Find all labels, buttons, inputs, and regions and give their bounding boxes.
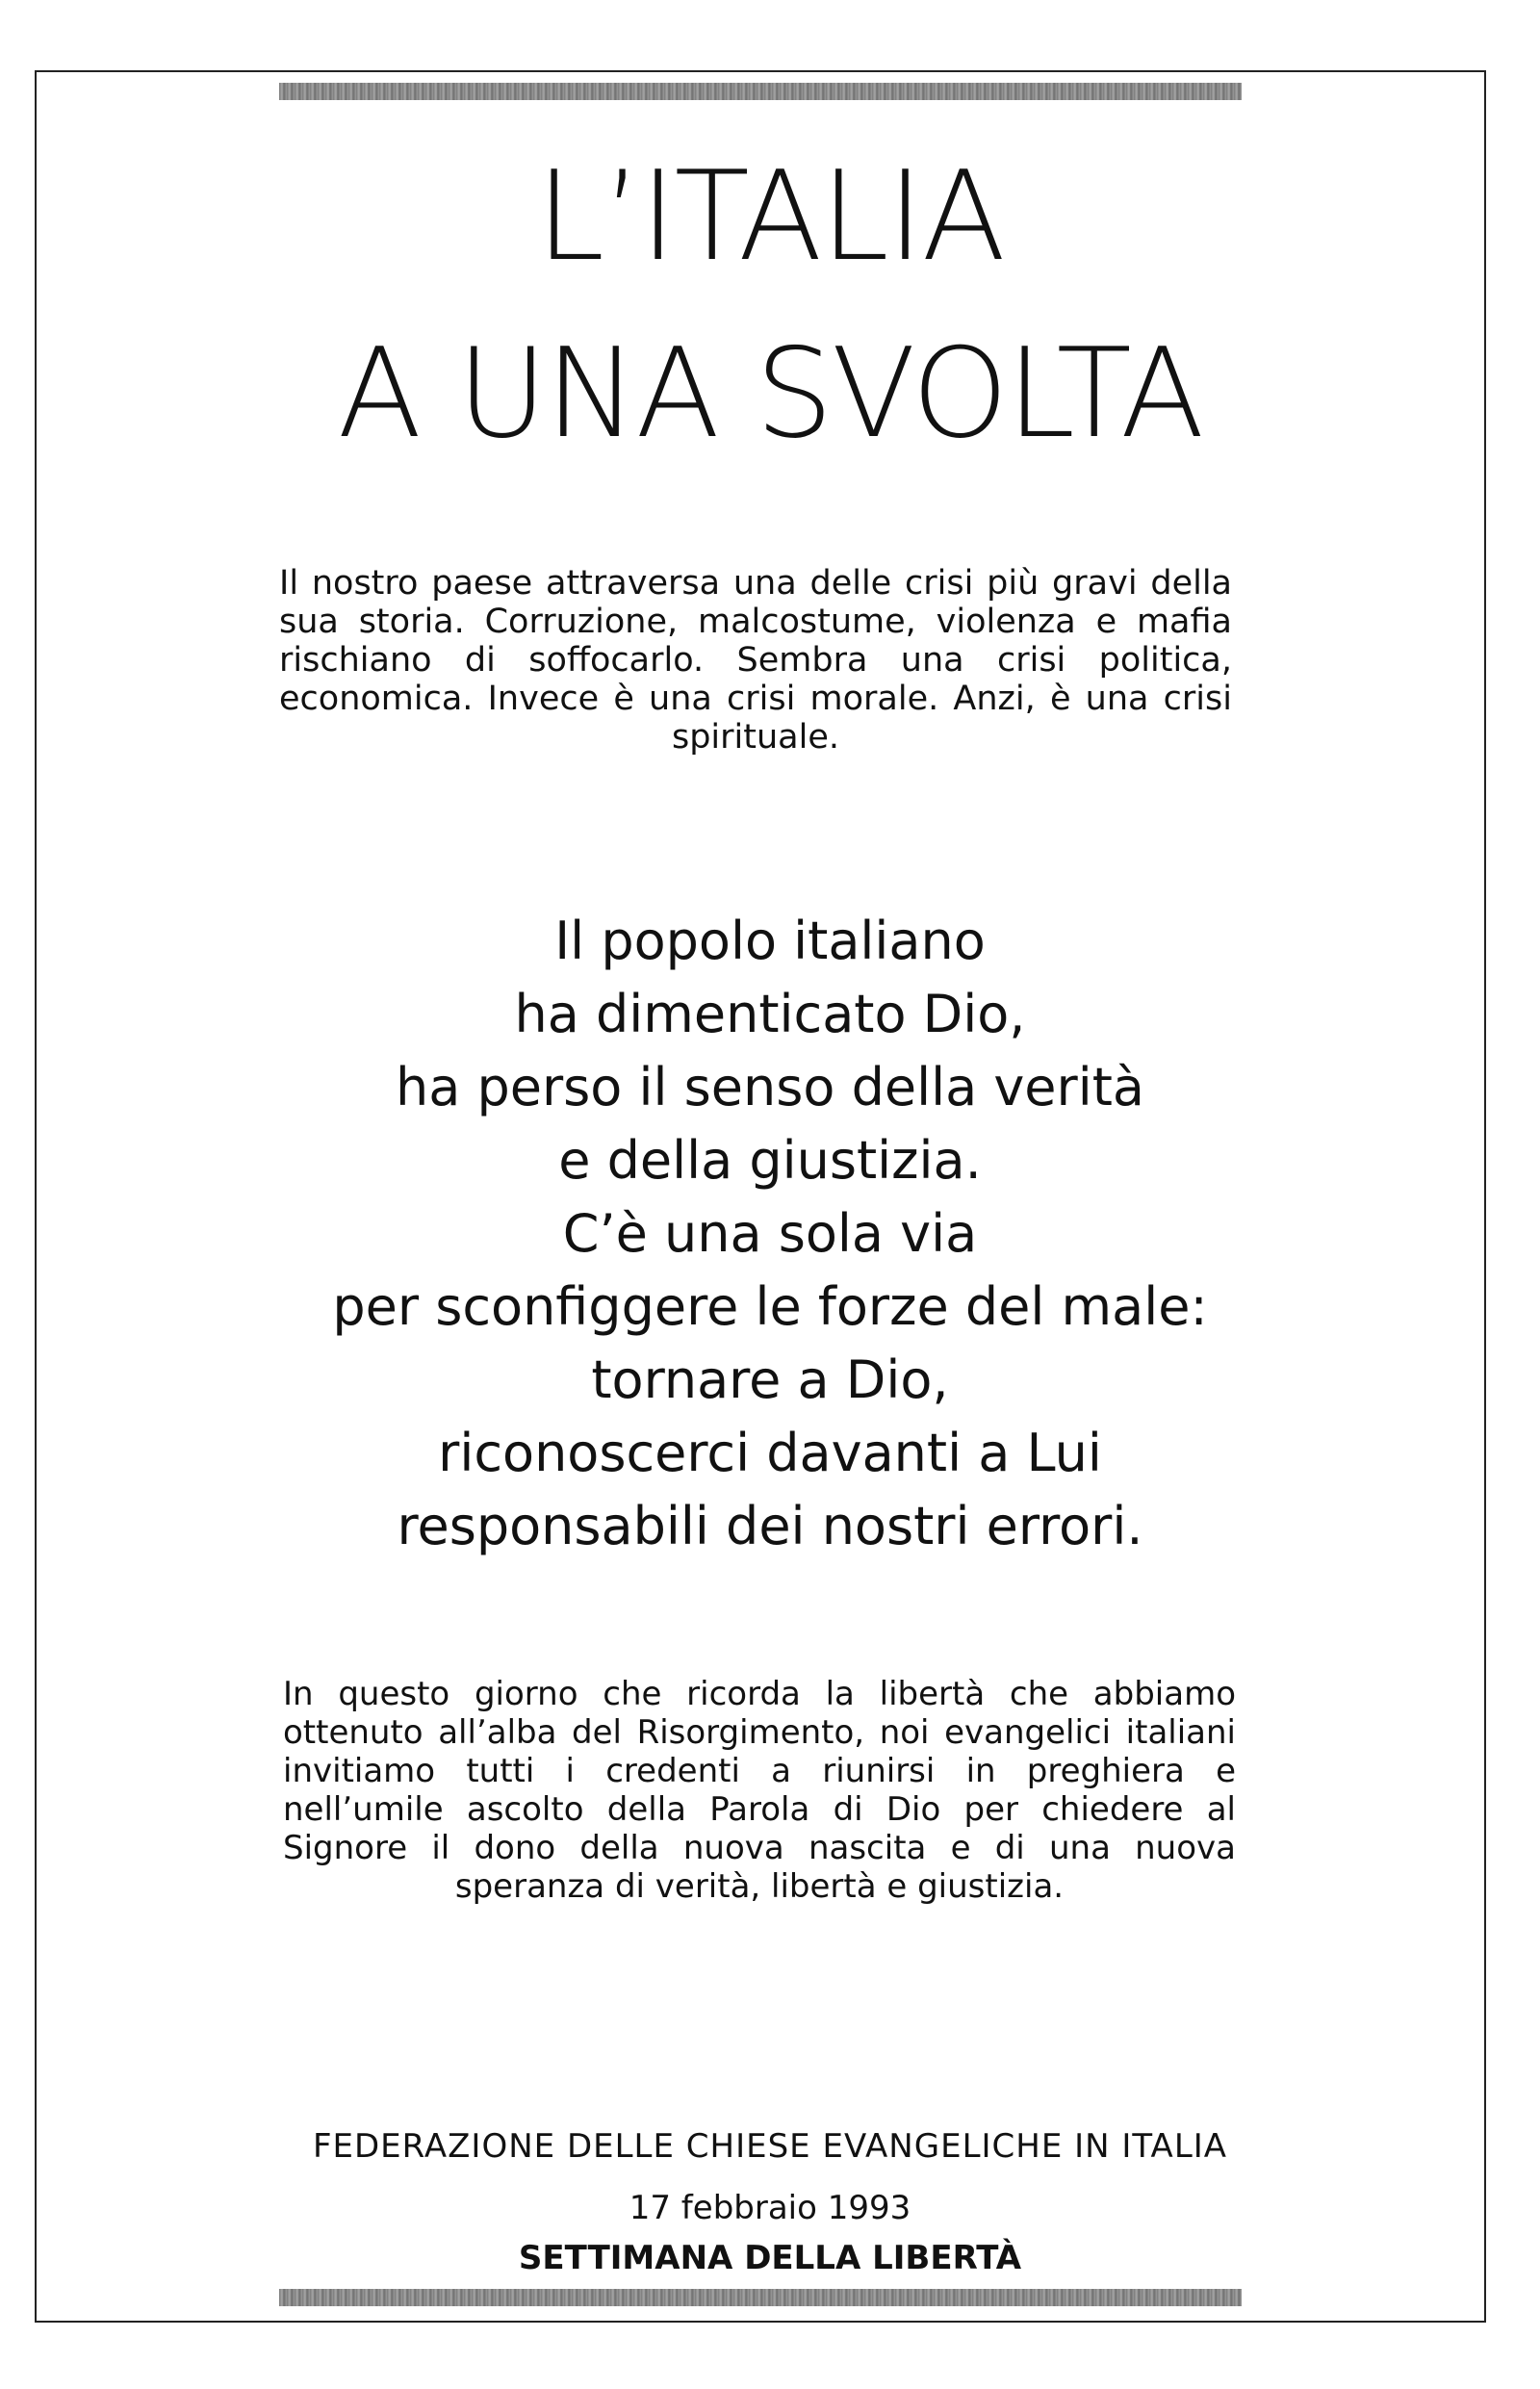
creed-line: C’è una sola via [562, 1203, 978, 1264]
creed-line: per sconfiggere le forze del male: [332, 1276, 1208, 1337]
event-name: SETTIMANA DELLA LIBERTÀ [518, 2239, 1022, 2277]
creed-block [250, 905, 1290, 1563]
creed-line: ha perso il senso della verità [395, 1057, 1145, 1117]
date-line: 17 febbraio 1993 [629, 2189, 911, 2227]
headline-line-2: A UNA SVOLTA [337, 322, 1203, 466]
top-rule [279, 83, 1242, 100]
creed-line: e della giustizia. [558, 1130, 982, 1191]
invitation-paragraph: In questo giorno che ricorda la libertà che abbiamo ottenuto all’alba del Risorgimento, noi evangelici italiani invitiamo tutti i credenti a riunirsi in preghiera e nell’umile ascolto della Parola di Dio per chiedere al Signore il dono della nuova nascita e di una nuova speranza di verità, libertà e giustizia. [283, 1675, 1236, 1906]
creed-line: ha dimenticato Dio, [514, 984, 1026, 1044]
headline-line-1: L’ITALIA [535, 145, 1005, 289]
intro-paragraph: Il nostro paese attraversa una delle crisi più gravi della sua storia. Corruzione, malcostume, violenza e mafia rischiano di soffocarlo. Sembra una crisi politica, economica. Invece è una crisi morale. Anzi, è una crisi spirituale. [279, 564, 1232, 757]
creed-line: responsabili dei nostri errori. [397, 1496, 1143, 1556]
creed-line: riconoscerci davanti a Lui [438, 1423, 1102, 1483]
organization-name: FEDERAZIONE DELLE CHIESE EVANGELICHE IN ITALIA [312, 2127, 1228, 2166]
creed-line: tornare a Dio, [591, 1349, 949, 1410]
bottom-rule [279, 2289, 1242, 2306]
creed-line: Il popolo italiano [554, 911, 986, 971]
